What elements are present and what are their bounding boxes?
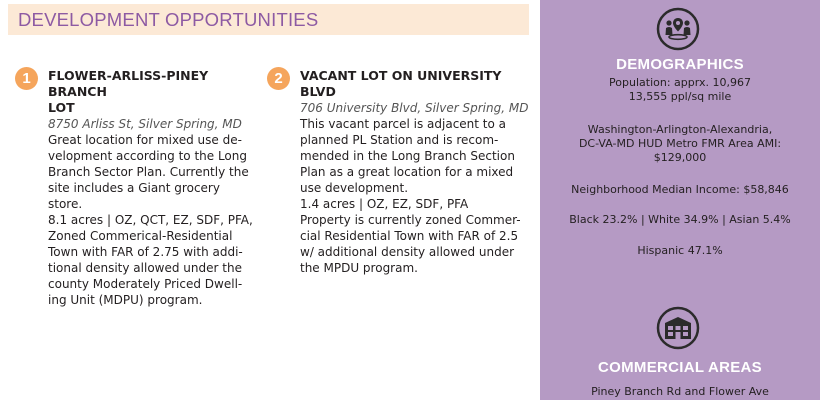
opportunity-description-line: Plan as a great location for a mixed	[300, 165, 514, 179]
demographics-title: DEMOGRAPHICS	[616, 56, 744, 73]
ami-line: Washington-Arlington-Alexandria,	[587, 123, 773, 136]
opportunity-title-cont: LOT	[48, 100, 75, 115]
opportunity-body	[48, 68, 255, 308]
opportunity-detail-line: 8.1 acres | OZ, QCT, EZ, SDF, PFA,	[48, 213, 253, 227]
opportunity-description-line: site includes a Giant grocery	[48, 181, 220, 195]
population-text: Population: apprx. 10,967	[609, 76, 751, 89]
race-breakdown-text: Black 23.2% | White 34.9% | Asian 5.4%	[569, 213, 791, 226]
opportunity-detail-line: tional density allowed under the	[48, 261, 242, 275]
density-text: 13,555 ppl/sq mile	[628, 90, 732, 103]
opportunity-detail-line: the MPDU program.	[300, 261, 418, 275]
opportunity-detail-line: Zoned Commerical-Residential	[48, 229, 233, 243]
opportunity-title: VACANT LOT ON UNIVERSITY BLVD	[300, 68, 502, 99]
number-badge: 1	[15, 67, 38, 90]
opportunity-description-line: Great location for mixed use de-	[48, 133, 242, 147]
commercial-areas-title: COMMERCIAL AREAS	[598, 359, 762, 376]
opportunity-detail-line: 1.4 acres | OZ, EZ, SDF, PFA	[300, 197, 469, 211]
people-location-icon	[656, 7, 700, 51]
page-title: DEVELOPMENT OPPORTUNITIES	[18, 9, 319, 30]
median-income-text: Neighborhood Median Income: $58,846	[571, 183, 789, 196]
opportunity-description-line: velopment according to the Long	[48, 149, 247, 163]
section-banner	[8, 4, 529, 35]
opportunity-description-line: Branch Sector Plan. Currently the	[48, 165, 249, 179]
opportunity-detail-line: Town with FAR of 2.75 with addi-	[48, 245, 243, 259]
ami-line: DC-VA-MD HUD Metro FMR Area AMI:	[578, 137, 782, 150]
opportunity-description-line: store.	[48, 197, 83, 211]
opportunity-detail-line: Property is currently zoned Commer-	[300, 213, 521, 227]
opportunity-address: 8750 Arliss St, Silver Spring, MD	[48, 117, 242, 131]
ami-value: $129,000	[653, 151, 707, 164]
opportunity-detail-line: county Moderately Priced Dwell-	[48, 277, 243, 291]
opportunity-detail-line: cial Residential Town with FAR of 2.5	[300, 229, 519, 243]
opportunity-title: FLOWER-ARLISS-PINEY BRANCH	[48, 68, 209, 99]
opportunity-detail-line: w/ additional density allowed under	[300, 245, 515, 259]
opportunity-description-line: planned PL Station and is recom-	[300, 133, 499, 147]
hispanic-text: Hispanic 47.1%	[637, 244, 723, 257]
opportunity-body	[300, 68, 532, 276]
opportunity-address: 706 University Blvd, Silver Spring, MD	[300, 101, 529, 115]
opportunity-description-line: This vacant parcel is adjacent to a	[300, 117, 507, 131]
commercial-area-item: Piney Branch Rd and Flower Ave	[591, 385, 769, 398]
opportunity-description-line: use development.	[300, 181, 409, 195]
opportunity-description-line: mended in the Long Branch Section	[300, 149, 515, 163]
building-icon	[656, 306, 700, 350]
number-badge: 2	[267, 67, 290, 90]
opportunity-detail-line: ing Unit (MDPU) program.	[48, 293, 203, 307]
